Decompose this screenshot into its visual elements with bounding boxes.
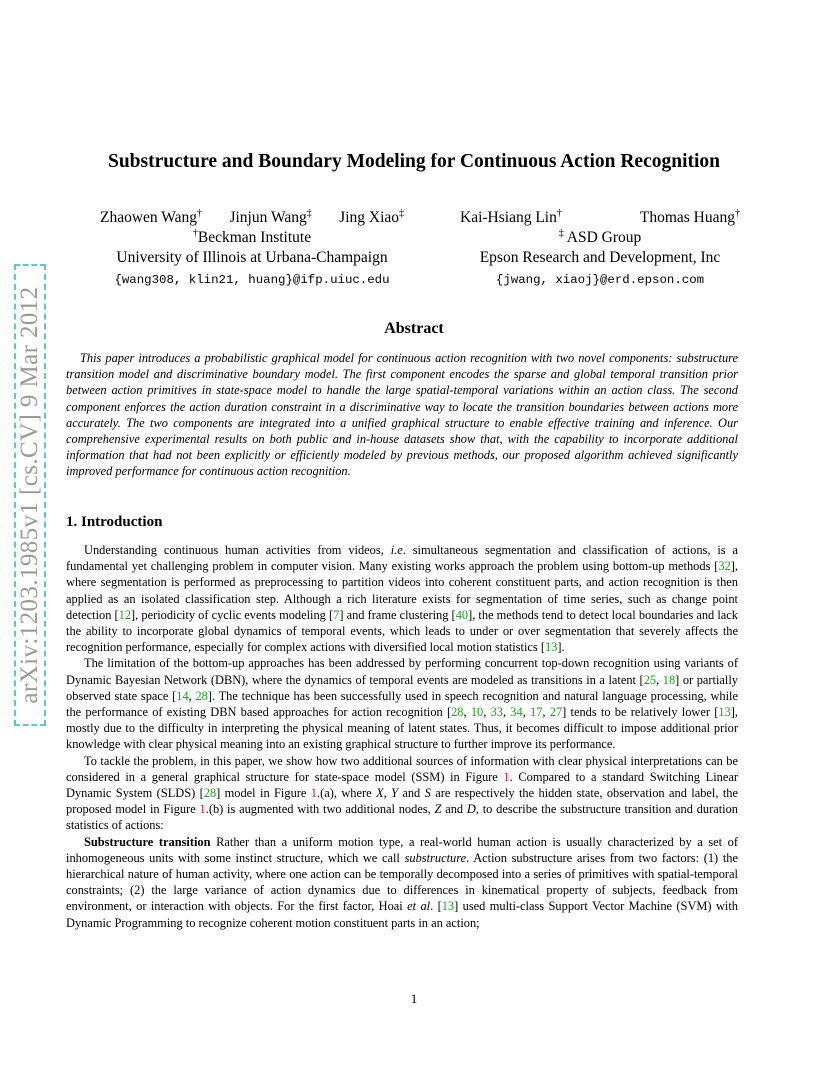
- citation-link[interactable]: 18: [662, 672, 676, 687]
- text-run: .(a), where: [316, 786, 376, 801]
- figure-ref-link[interactable]: 1: [310, 786, 317, 801]
- citation-link[interactable]: 25: [643, 672, 657, 687]
- authors-right: [442, 208, 758, 290]
- citation-link[interactable]: 13: [718, 705, 731, 720]
- text-run: S: [424, 786, 431, 801]
- figure-ref-link[interactable]: 1: [503, 769, 510, 784]
- text-run: ]. The technique has been successfully used in speech recognition and natural language processing, while the performance of existing DBN based approaches for action recognition [: [66, 688, 738, 720]
- citation-link[interactable]: 28: [451, 705, 464, 720]
- text-run: and: [397, 786, 425, 801]
- text-run: ].: [557, 640, 565, 655]
- author-name: Thomas Huang†: [639, 208, 740, 226]
- text-run: ], where segmentation is performed as preprocessing to partition videos into coherent constituent parts, and action recognition is then applied as an isolated classification step. Although a rich literature exists for segmentation of time series, such as change point detection [: [66, 559, 738, 622]
- text-run: ] tends to be relatively lower [: [562, 705, 719, 720]
- text-run: ,: [483, 705, 491, 720]
- text-run: are respectively the hidden state, observation and label, the proposed model in Figure: [66, 786, 738, 817]
- author-email: {jwang, xiaoj}@erd.epson.com: [495, 273, 705, 287]
- text-run: ,: [542, 705, 550, 720]
- text-run: ,: [656, 672, 663, 687]
- citation-link[interactable]: 13: [441, 899, 455, 914]
- citation-link[interactable]: 33: [490, 705, 503, 720]
- text-run: ] model in Figure: [216, 786, 311, 801]
- abstract-heading: Abstract: [384, 320, 444, 337]
- text-run: X: [375, 786, 384, 801]
- text-run: and: [441, 802, 467, 817]
- text-run: Understanding continuous human activities from videos,: [84, 543, 391, 557]
- text-run: ,: [502, 705, 511, 720]
- text-run: ,: [522, 705, 531, 720]
- body-paragraph: [66, 834, 738, 931]
- text-run: , to describe the substructure transition and duration statistics of actions:: [66, 802, 739, 833]
- citation-link[interactable]: 28: [203, 786, 217, 801]
- text-run: ] used multi-class Support Vector Machine (SVM) with Dynamic Programming to recognize coherent motion constituent parts in an action;: [66, 899, 738, 930]
- affiliation-group: ‡ ASD Group: [558, 228, 642, 246]
- affiliation-university: University of Illinois at Urbana-Champaign: [116, 249, 388, 266]
- authors-left: [96, 208, 408, 290]
- affiliation-institute: †Beckman Institute: [192, 228, 312, 246]
- arxiv-stamp-text: arXiv:1203.1985v1 [cs.CV] 9 Mar 2012: [16, 286, 43, 704]
- citation-link[interactable]: 10: [470, 705, 484, 720]
- text-run: substructure: [404, 850, 467, 865]
- text-run: ,: [463, 705, 471, 720]
- citation-link[interactable]: 40: [455, 607, 469, 622]
- citation-link[interactable]: 34: [510, 705, 523, 720]
- text-run: . Compared to a standard Switching Linear Dynamic System (SLDS) [: [66, 769, 738, 801]
- text-run: Rather than a uniform motion type, a real-world human action is usually characterized by a set of inhomogeneous units with some instinct structure, which we call: [66, 834, 738, 865]
- author-name: Jing Xiao‡: [339, 208, 404, 226]
- figure-ref-link[interactable]: 1: [199, 802, 206, 817]
- citation-link[interactable]: 7: [333, 607, 340, 622]
- text-run: et al: [407, 899, 431, 914]
- section-heading: 1. Introduction: [66, 514, 163, 530]
- text-run: .(b) is augmented with two additional nodes,: [205, 802, 435, 817]
- author-name: Kai-Hsiang Lin†: [460, 208, 562, 226]
- text-run: The limitation of the bottom-up approaches has been addressed by performing concurrent top-down recognition using variants of Dynamic Bayesian Network (DBN), where the dynamics of temporal events are modeled as transitions in a latent [: [66, 656, 738, 687]
- abstract-text: This paper introduces a probabilistic graphical model for continuous action recognition with two novel components: substructure transition model and discriminative boundary model. The first component encodes the sparse and global temporal transition prior between action primitives in state-space model to handle the large spatial-temporal variations within an action class. The second component enforces the action duration constraint in a discriminative way to locate the transition boundaries between actions more accurately. The two components are integrated into a unified graphical structure to enable effective training and inference. Our comprehensive experimental results on both public and in-house datasets show that, with the capability to incorporate additional information that had not been explicitly or efficiently modeled by previous methods, our proposed algorithm achieved significantly improved performance for continuous action recognition.: [66, 351, 738, 479]
- text-run: ,: [383, 786, 392, 801]
- text-run: . simultaneous segmentation and classification of actions, is a fundamental yet challenging problem in computer vision. Many existing works approach the problem using bottom-up methods [: [66, 543, 738, 574]
- text-run: To tackle the problem, in this paper, we show how two additional sources of information with clear physical interpretations can be considered in a general graphical structure for state-space model (SSM) in Figure: [66, 753, 738, 784]
- text-run: ], periodicity of cyclic events modeling [: [131, 607, 334, 622]
- body-paragraph: [66, 753, 738, 834]
- author-email: {wang308, klin21, huang}@ifp.uiuc.edu: [114, 273, 390, 287]
- citation-link[interactable]: 14: [176, 688, 189, 703]
- text-run: Y: [391, 786, 398, 801]
- citation-link[interactable]: 13: [544, 640, 558, 655]
- citation-link[interactable]: 32: [718, 559, 731, 574]
- text-run: . Action substructure arises from two factors: (1) the hierarchical nature of human activity, where one action can be temporally decomposed into a series of primitives with spatial-temporal constraints; (2) the large variance of action dynamics due to differences in kinematical property of subjects, feedback from environment, or interaction with objects. For the first factor, Hoai: [66, 850, 738, 914]
- author-name: Zhaowen Wang†: [100, 208, 203, 226]
- citation-link[interactable]: 27: [549, 705, 563, 720]
- text-run: i.e: [390, 543, 403, 557]
- text-run: ] and frame clustering [: [339, 607, 456, 622]
- citation-link[interactable]: 28: [195, 688, 208, 703]
- body-paragraph: [66, 542, 738, 655]
- text-run: ,: [188, 688, 196, 703]
- affiliation-company: Epson Research and Development, Inc: [479, 249, 721, 266]
- text-run: D: [466, 802, 476, 817]
- text-run: ] or partially observed state space [: [66, 672, 738, 703]
- citation-link[interactable]: 12: [118, 607, 132, 622]
- page-number: 1: [410, 991, 418, 1006]
- body-paragraph: [66, 655, 738, 752]
- text-run: Z: [434, 802, 442, 817]
- citation-link[interactable]: 17: [530, 705, 543, 720]
- text-run: ], the methods tend to detect local boundaries and lack the ability to incorporate global dynamics of temporal events, which leads to under or over segmentation that severely affects the recognition performance, especially for complex actions with diversified local motion statistics [: [66, 607, 738, 655]
- body-text: [66, 542, 738, 931]
- author-name: Jinjun Wang‡: [229, 208, 312, 226]
- paper-title: Substructure and Boundary Modeling for Continuous Action Recognition: [107, 151, 720, 172]
- text-run: ], mostly due to the difficulty in interpreting the physical meaning of latent states. Thus, it becomes difficult to impose additional prior knowledge with clear physical meaning into an existing graphical structure to further improve its performance.: [66, 705, 738, 752]
- text-run: Substructure transition: [84, 834, 211, 849]
- text-run: . [: [430, 899, 442, 914]
